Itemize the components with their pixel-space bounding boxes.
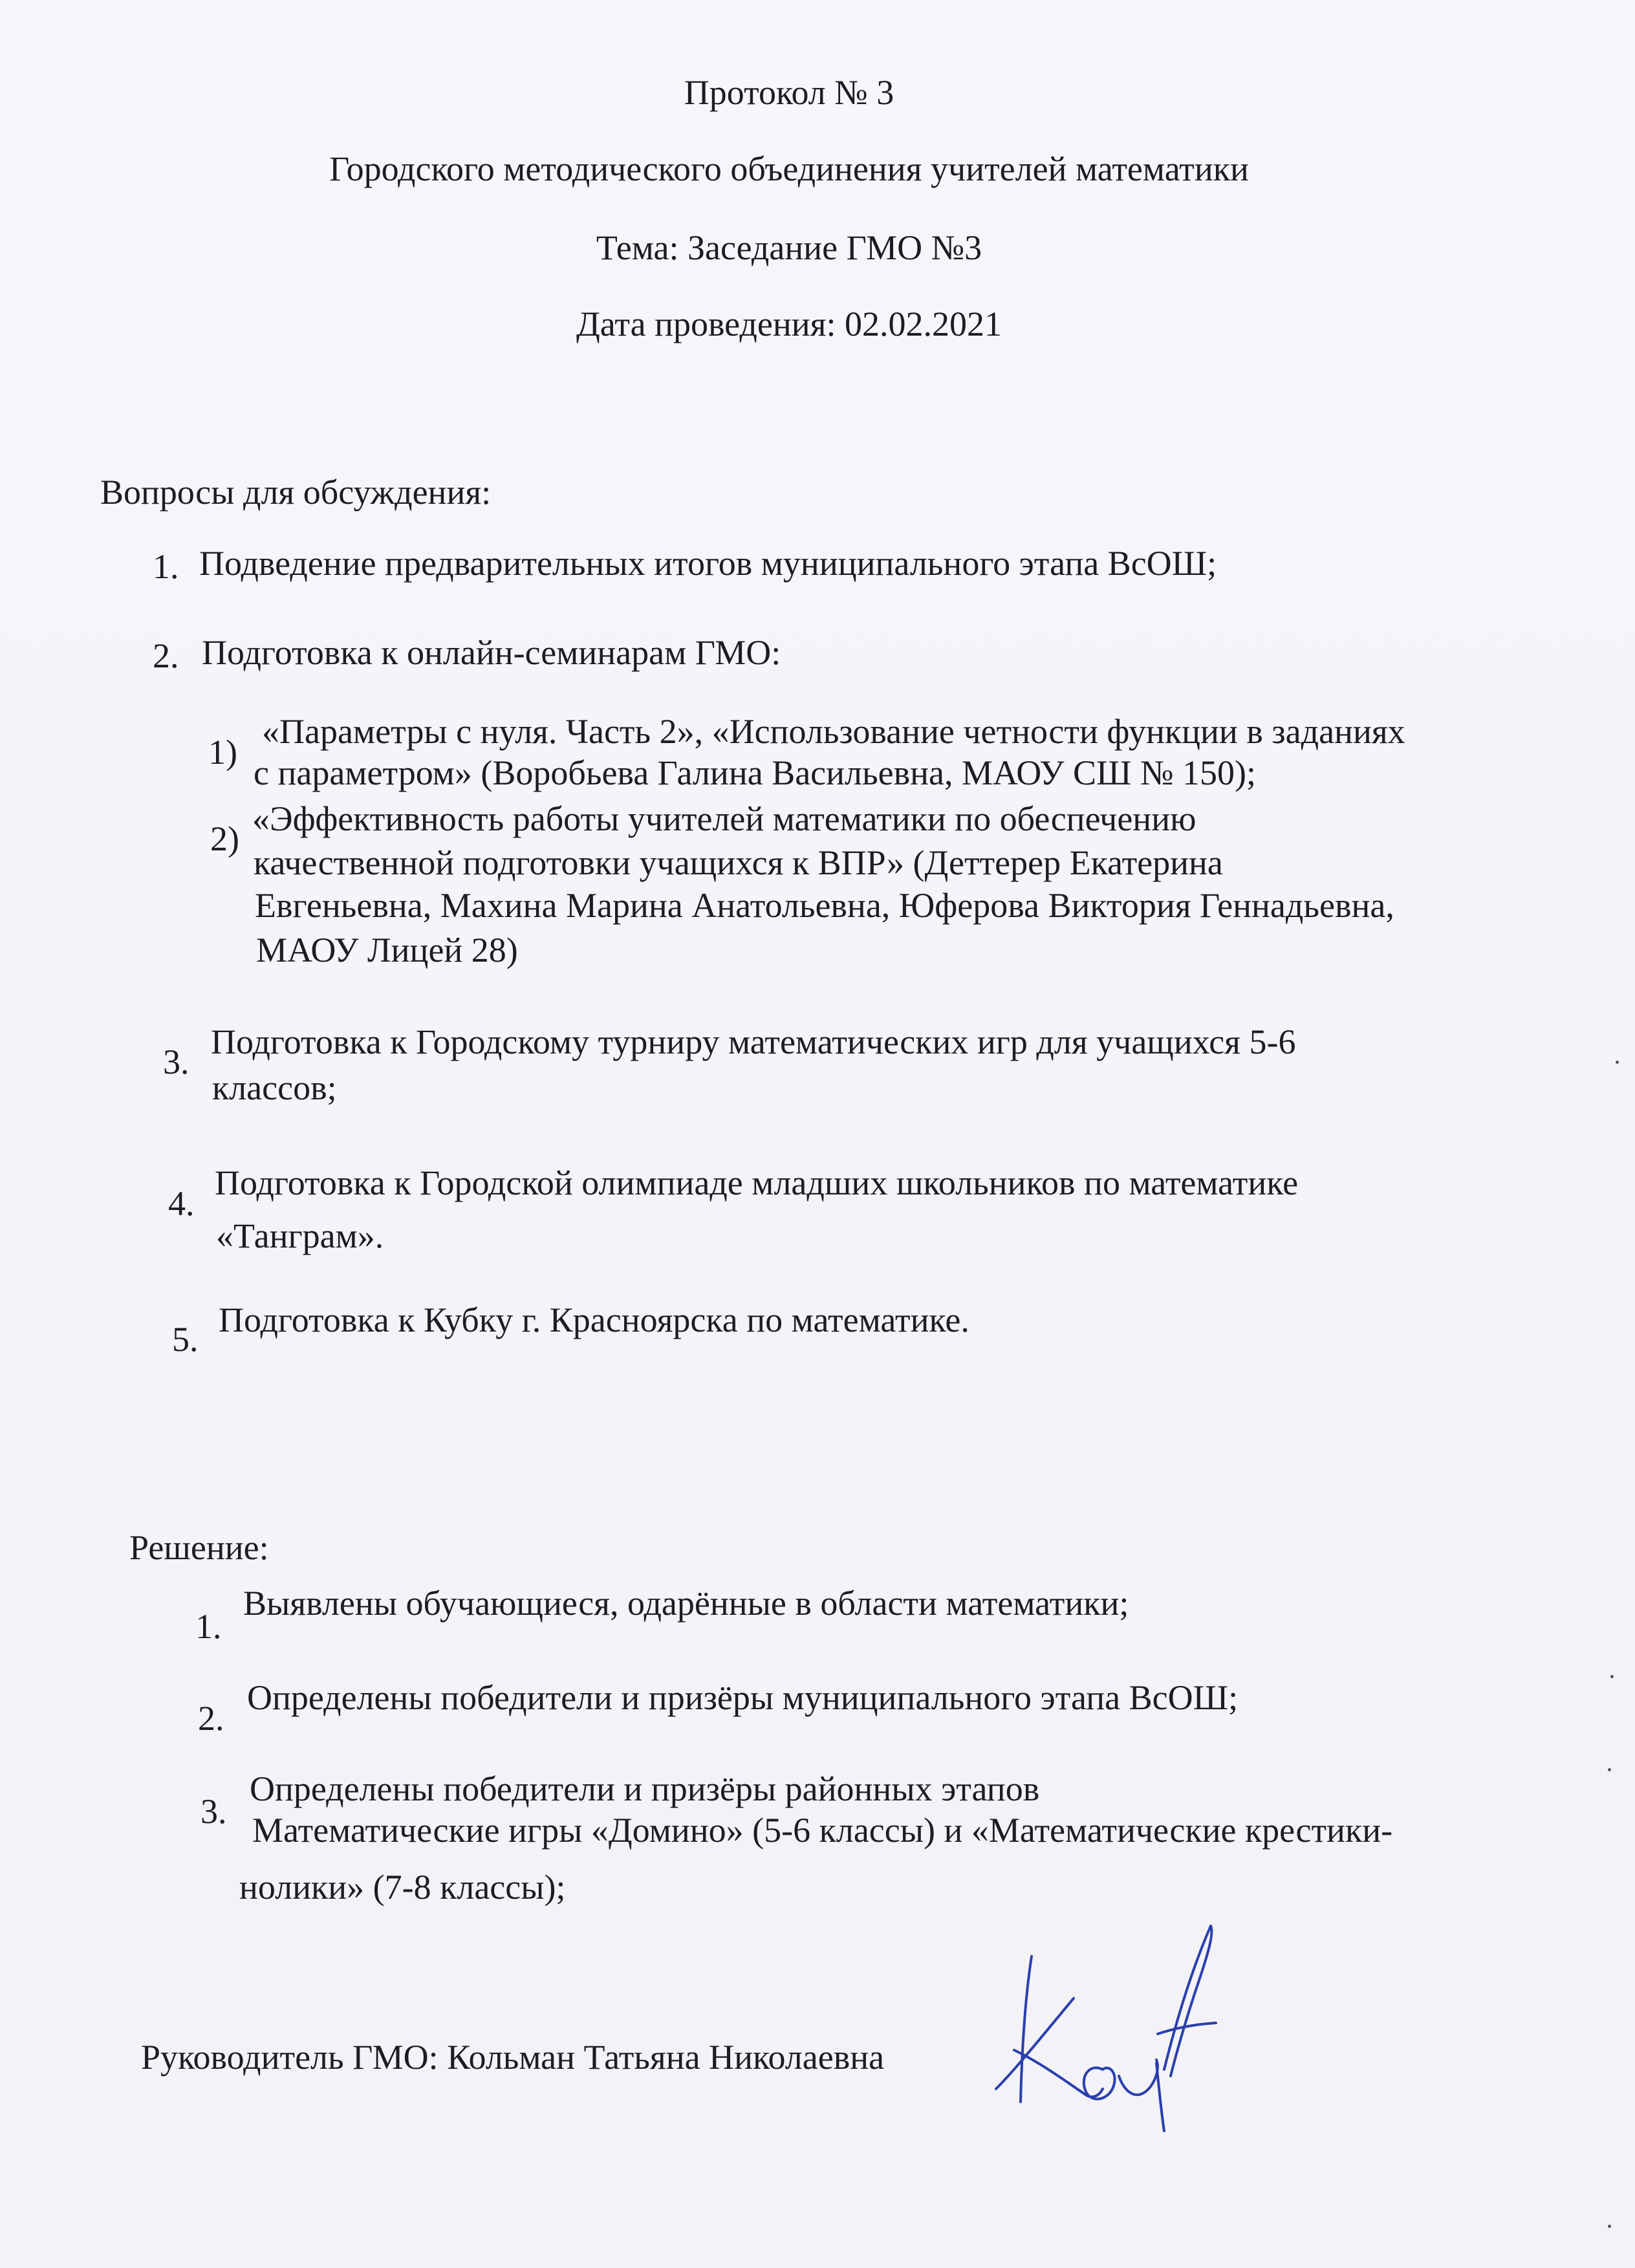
discussion-item-2-text: Подготовка к онлайн-семинарам ГМО: — [202, 633, 781, 672]
scan-speck — [1608, 2225, 1611, 2228]
discussion-item-5-text: Подготовка к Кубку г. Красноярска по математике. — [219, 1301, 969, 1339]
scan-speck — [1610, 1675, 1614, 1678]
document-title: Протокол № 3 — [684, 73, 894, 112]
decision-item-3-line-1: Определены победители и призёры районных этапов — [250, 1769, 1040, 1808]
seminar-2-line-4: МАОУ Лицей 28) — [256, 931, 518, 969]
seminar-2-line-2: качественной подготовки учащихся к ВПР» (Деттерер Екатерина — [254, 843, 1223, 882]
discussion-item-4-line-1: Подготовка к Городской олимпиаде младших школьников по математике — [215, 1163, 1299, 1202]
decision-item-2-text: Определены победители и призёры муниципального этапа ВсОШ; — [247, 1678, 1239, 1717]
seminar-1-line-2: с параметром» (Воробьева Галина Васильевна, МАОУ СШ № 150); — [254, 753, 1256, 792]
decision-item-3-line-2: Математические игры «Домино» (5-6 классы) и «Математические крестики- — [252, 1811, 1393, 1850]
decision-item-1-number: 1. — [195, 1607, 222, 1646]
leader-signature-line: Руководитель ГМО: Кольман Татьяна Николаевна — [141, 2038, 885, 2077]
discussion-item-1-number: 1. — [153, 547, 179, 586]
decision-item-3-line-3: нолики» (7-8 классы); — [239, 1868, 566, 1906]
discussion-item-5-number: 5. — [172, 1320, 199, 1359]
decision-item-1-text: Выявлены обучающиеся, одарённые в области математики; — [243, 1584, 1129, 1623]
discussion-item-3-number: 3. — [163, 1042, 189, 1081]
discussion-heading: Вопросы для обсуждения: — [100, 473, 492, 512]
decision-item-3-number: 3. — [200, 1792, 227, 1831]
topic-line: Тема: Заседание ГМО №3 — [596, 228, 982, 267]
date-line: Дата проведения: 02.02.2021 — [576, 305, 1002, 343]
discussion-item-1-text: Подведение предварительных итогов муниципального этапа ВсОШ; — [199, 544, 1217, 583]
seminar-1-number: 1) — [208, 733, 237, 772]
seminar-2-line-1: «Эффективность работы учителей математики по обеспечению — [252, 799, 1196, 838]
discussion-item-3-line-2: классов; — [212, 1068, 337, 1107]
handwritten-signature — [970, 1921, 1255, 2134]
scan-speck — [1608, 1768, 1611, 1771]
seminar-2-number: 2) — [210, 819, 239, 858]
organization-line: Городского методического объединения учителей математики — [329, 149, 1249, 188]
scan-speck — [1616, 1061, 1619, 1064]
seminar-1-line-1: «Параметры с нуля. Часть 2», «Использование четности функции в заданиях — [262, 712, 1405, 751]
discussion-item-4-line-2: «Танграм». — [216, 1216, 384, 1255]
discussion-item-4-number: 4. — [168, 1184, 195, 1223]
decision-heading: Решение: — [129, 1528, 269, 1567]
decision-item-2-number: 2. — [198, 1699, 224, 1738]
seminar-2-line-3: Евгеньевна, Махина Марина Анатольевна, Юферова Виктория Геннадьевна, — [255, 886, 1394, 925]
discussion-item-2-number: 2. — [153, 636, 179, 675]
discussion-item-3-line-1: Подготовка к Городскому турниру математических игр для учащихся 5-6 — [211, 1022, 1296, 1061]
